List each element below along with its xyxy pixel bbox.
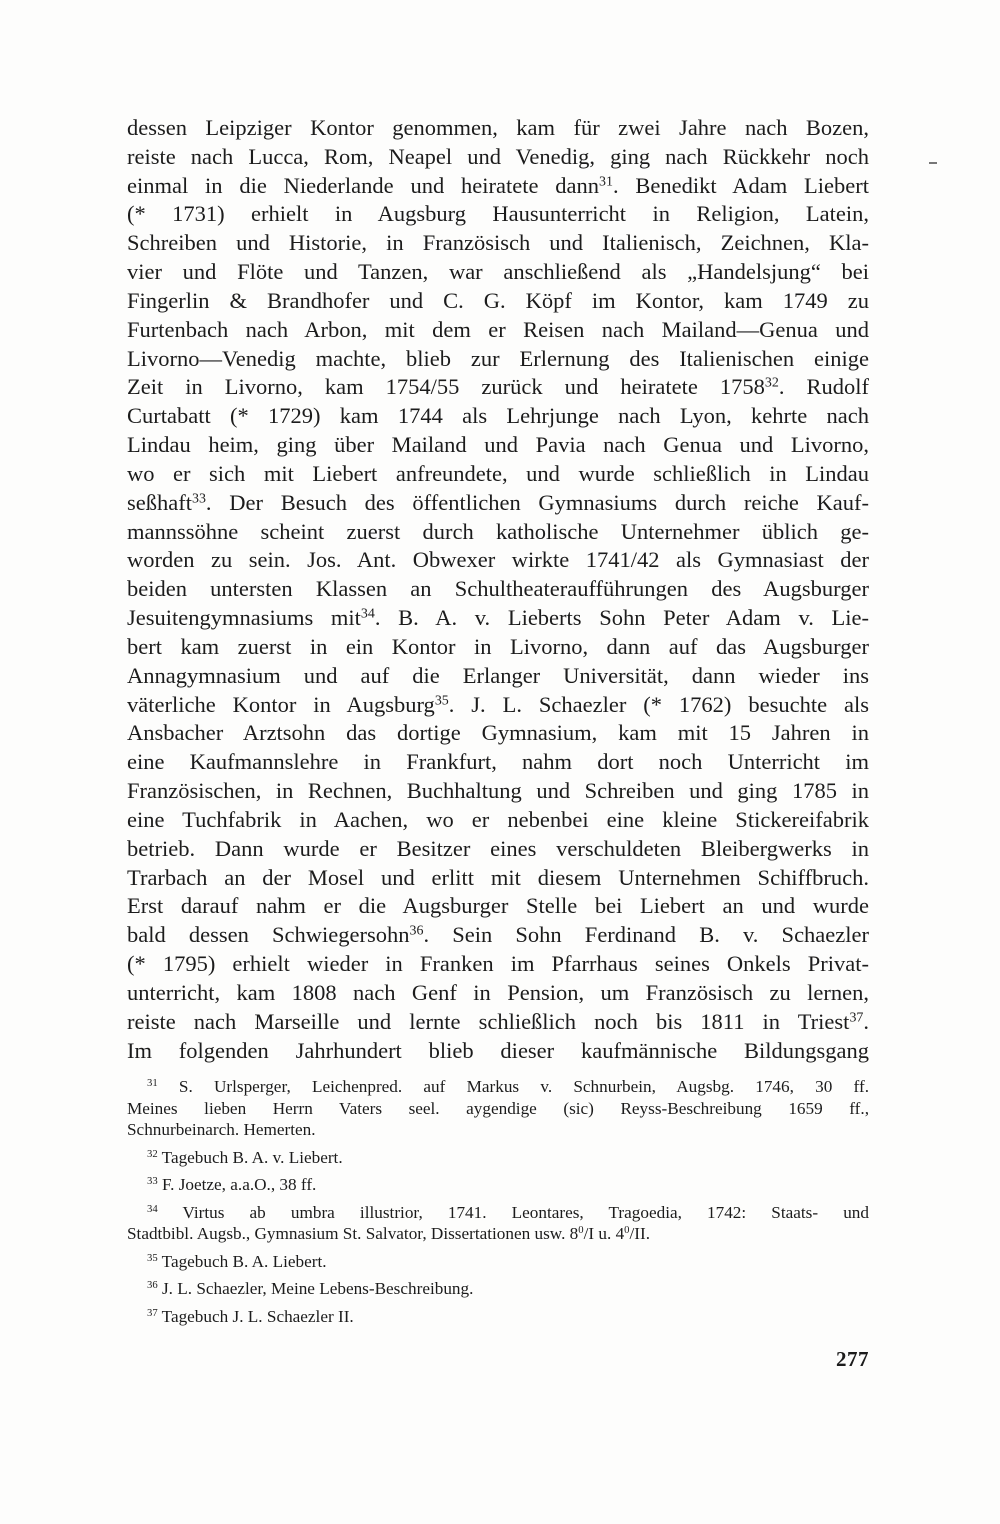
footnote-ref: 33 <box>191 491 206 507</box>
footnote-text: F. Joetze, a.a.O., 38 ff. <box>161 1175 317 1194</box>
text-line: Französischen, in Rechnen, Buchhaltung und Schreiben und ging 1785 in <box>127 778 869 804</box>
text-line: Im folgenden Jahrhundert blieb dieser kaufmännische Bildungsgang <box>127 1037 869 1063</box>
text-line: bert kam zuerst in ein Kontor in Livorno, dann auf das Augsburger <box>127 633 869 659</box>
footnote-text: Virtus ab umbra illustrior, 1741. Leontares, Tragoedia, 1742: Staats- und <box>182 1202 869 1222</box>
text-line: betrieb. Dann wurde er Besitzer eines verschuldeten Bleibergwerks in <box>127 835 869 861</box>
footnote-ref: 34 <box>360 606 375 622</box>
text-line <box>127 1008 869 1037</box>
text-line: dessen Leipziger Kontor genommen, kam für zwei Jahre nach Bozen, <box>127 115 869 140</box>
footnote-line <box>127 1278 869 1300</box>
footnote-line: Meines lieben Herrn Vaters seel. aygendige (sic) Reyss-Beschreibung 1659 ff., <box>127 1098 869 1118</box>
footnote-line <box>127 1306 869 1328</box>
footnote-line <box>127 1174 869 1196</box>
footnote-number: 36 <box>147 1280 158 1292</box>
text-segment: väterliche Kontor in Augsburg <box>127 691 435 717</box>
text-line: vier und Flöte und Tanzen, war anschließend als „Handelsjung“ bei <box>127 259 869 285</box>
text-line <box>127 489 869 518</box>
footnote-text: S. Urlsperger, Leichenpred. auf Markus v. Schnurbein, Augsbg. 1746, 30 ff. <box>178 1077 869 1096</box>
text-line: Lindau heim, ging über Mailand und Pavia nach Genua und Livorno, <box>127 432 869 458</box>
footnote-36 <box>127 1278 869 1300</box>
text-line: mannssöhne scheint zuerst durch katholische Unternehmer üblich ge- <box>127 518 869 544</box>
text-segment: . J. L. Schaezler (* 1762) besuchte als <box>448 691 869 717</box>
footnote-text: /II. <box>629 1224 651 1243</box>
text-line: wo er sich mit Liebert anfreundete, und wurde schließlich in Lindau <box>127 460 869 486</box>
text-line: unterricht, kam 1808 nach Genf in Pension, um Französisch zu lernen, <box>127 979 869 1005</box>
text-line <box>127 921 869 950</box>
footnote-ref: 32 <box>764 375 779 391</box>
text-line: Fingerlin & Brandhofer und C. G. Köpf im Kontor, kam 1749 zu <box>127 287 869 313</box>
footnotes <box>127 1076 869 1333</box>
footnote-ref: 36 <box>409 923 424 939</box>
text-segment: seßhaft <box>127 489 192 515</box>
text-segment: Jesuitengymnasiums mit <box>127 605 361 631</box>
text-line <box>127 172 869 201</box>
footnote-line <box>127 1251 869 1273</box>
footnote-line <box>127 1076 869 1098</box>
text-segment: . Der Besuch des öffentlichen Gymnasiums durch reiche Kauf- <box>205 489 869 515</box>
footnote-text: Tagebuch J. L. Schaezler II. <box>161 1306 354 1326</box>
text-line: Erst darauf nahm er die Augsburger Stelle bei Liebert an und wurde <box>127 893 869 919</box>
text-line: (* 1731) erhielt in Augsburg Hausunterricht in Religion, Latein, <box>127 201 869 227</box>
text-line: beiden untersten Klassen an Schultheateraufführungen des Augsburger <box>127 576 869 602</box>
footnote-text: /I u. 4 <box>583 1224 625 1243</box>
text-segment: Zeit in Livorno, kam 1754/55 zurück und heiratete 1758 <box>127 374 765 400</box>
text-line: Livorno—Venedig machte, blieb zur Erlernung des Italienischen einige <box>127 345 869 371</box>
text-line: eine Kaufmannslehre in Frankfurt, nahm dort noch Unterricht im <box>127 749 869 775</box>
footnote-line <box>127 1202 869 1224</box>
footnote-number: 33 <box>147 1176 158 1188</box>
footnote-33 <box>127 1174 869 1196</box>
footnote-34 <box>127 1202 869 1245</box>
footnote-line: Schnurbeinarch. Hemerten. <box>127 1120 316 1139</box>
text-segment: . Sein Sohn Ferdinand B. v. Schaezler <box>423 922 869 948</box>
text-line: worden zu sein. Jos. Ant. Obwexer wirkte 1741/42 als Gymnasiast der <box>127 547 869 573</box>
superscript: 0 <box>578 1225 584 1237</box>
footnote-ref: 37 <box>849 1010 864 1025</box>
text-line: Ansbacher Arztsohn das dortige Gymnasium, kam mit 15 Jahren in <box>127 720 869 746</box>
footnote-text: Stadtbibl. Augsb., Gymnasium St. Salvator, Dissertationen usw. 8 <box>127 1224 579 1243</box>
text-segment: bald dessen Schwiegersohn <box>127 922 410 948</box>
text-line: (* 1795) erhielt wieder in Franken im Pfarrhaus seines Onkels Privat- <box>127 951 869 977</box>
footnote-37 <box>127 1306 869 1328</box>
margin-mark <box>929 162 937 164</box>
text-line: Furtenbach nach Arbon, mit dem er Reisen nach Mailand—Genua und <box>127 316 869 342</box>
superscript: 0 <box>624 1225 630 1237</box>
text-line: reiste nach Lucca, Rom, Neapel und Venedig, ging nach Rückkehr noch <box>127 143 869 169</box>
text-line <box>127 373 869 402</box>
footnote-32 <box>127 1147 869 1169</box>
text-line <box>127 691 869 720</box>
footnote-ref: 31 <box>599 173 613 189</box>
footnote-number: 32 <box>147 1148 158 1160</box>
text-line: eine Tuchfabrik in Aachen, wo er nebenbei eine kleine Stickereifabrik <box>127 806 869 832</box>
text-line: Schreiben und Historie, in Französisch und Italienisch, Zeichnen, Kla- <box>127 230 869 256</box>
text-line: Trarbach an der Mosel und erlitt mit diesem Unternehmen Schiffbruch. <box>127 864 869 890</box>
text-line <box>127 604 869 633</box>
footnote-number: 35 <box>147 1252 158 1264</box>
footnote-text: J. L. Schaezler, Meine Lebens-Beschreibung. <box>161 1279 474 1298</box>
text-segment: . Rudolf <box>778 374 869 400</box>
text-line: Curtabatt (* 1729) kam 1744 als Lehrjunge nach Lyon, kehrte nach <box>127 403 869 429</box>
footnote-31 <box>127 1076 869 1141</box>
text-segment: . <box>863 1008 869 1034</box>
footnote-number: 31 <box>147 1078 158 1090</box>
footnote-text: Tagebuch B. A. Liebert. <box>161 1251 327 1271</box>
text-segment: . B. A. v. Lieberts Sohn Peter Adam v. Lie- <box>374 605 869 631</box>
footnote-number: 37 <box>147 1307 158 1319</box>
footnote-text: Tagebuch B. A. v. Liebert. <box>161 1147 343 1167</box>
footnote-35 <box>127 1251 869 1273</box>
text-segment: . Benedikt Adam Liebert <box>612 172 869 198</box>
footnote-line <box>127 1147 869 1169</box>
text-line: Annagymnasium und auf die Erlanger Universität, dann wieder ins <box>127 662 869 688</box>
footnote-line <box>127 1223 869 1245</box>
page-number: 277 <box>836 1347 869 1371</box>
footnote-ref: 35 <box>434 692 449 708</box>
body-text <box>127 114 869 1065</box>
footnote-number: 34 <box>147 1203 158 1215</box>
text-segment: reiste nach Marseille und lernte schließlich noch bis 1811 in Triest <box>127 1008 850 1034</box>
text-segment: einmal in die Niederlande und heiratete dann <box>127 172 600 198</box>
